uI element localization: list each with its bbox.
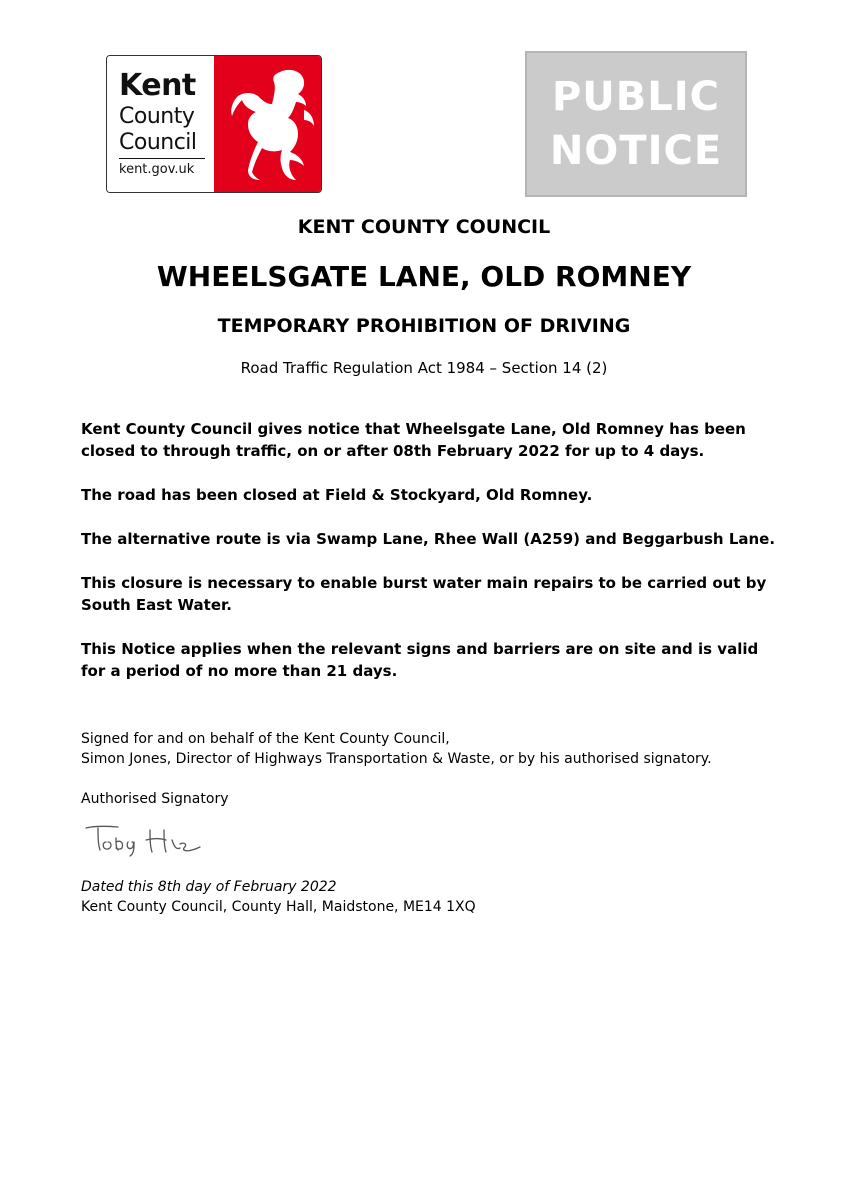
logo-word-kent: Kent (119, 68, 196, 103)
signed-line-1: Signed for and on behalf of the Kent County Council, (81, 731, 450, 747)
white-horse-icon (218, 60, 318, 188)
logo-url: kent.gov.uk (119, 162, 195, 177)
notice-paragraph-diversion: The alternative route is via Swamp Lane, Rhee Wall (A259) and Beggarbush Lane. (81, 530, 776, 548)
notice-paragraph-closure-point: The road has been closed at Field & Stockyard, Old Romney. (81, 486, 593, 504)
legislation-reference: Road Traffic Regulation Act 1984 – Section 14 (2) (240, 359, 608, 377)
handwritten-signature (80, 820, 205, 858)
logo-emblem (214, 56, 321, 192)
public-notice-line-1: PUBLIC (551, 74, 720, 120)
kent-county-council-logo (106, 55, 322, 193)
logo-word-county: County (119, 104, 195, 129)
dated-line: Dated this 8th day of February 2022 (81, 879, 337, 895)
public-notice-badge (525, 51, 747, 197)
road-title: WHEELSGATE LANE, OLD ROMNEY (156, 260, 692, 293)
notice-paragraph-reason: This closure is necessary to enable burst water main repairs to be carried out by South East Water. (81, 574, 767, 614)
logo-word-council: Council (119, 130, 197, 155)
authorised-signatory-label: Authorised Signatory (81, 791, 229, 807)
notice-paragraph-closure: Kent County Council gives notice that Wheelsgate Lane, Old Romney has been closed to through traffic, on or after 08th February 2022 for up to 4 days. (81, 420, 746, 460)
organisation-heading: KENT COUNTY COUNCIL (297, 216, 551, 238)
public-notice-line-2: NOTICE (549, 128, 723, 174)
order-type-heading: TEMPORARY PROHIBITION OF DRIVING (217, 315, 631, 337)
logo-divider (119, 158, 205, 159)
signed-statement (81, 729, 781, 769)
logo-wordmark (107, 56, 214, 192)
signed-line-2: Simon Jones, Director of Highways Transportation & Waste, or by his authorised signatory. (81, 751, 712, 767)
dated-block (81, 877, 781, 917)
council-address: Kent County Council, County Hall, Maidstone, ME14 1XQ (81, 899, 476, 915)
notice-paragraph-validity: This Notice applies when the relevant signs and barriers are on site and is valid for a period of no more than 21 days. (81, 640, 759, 680)
